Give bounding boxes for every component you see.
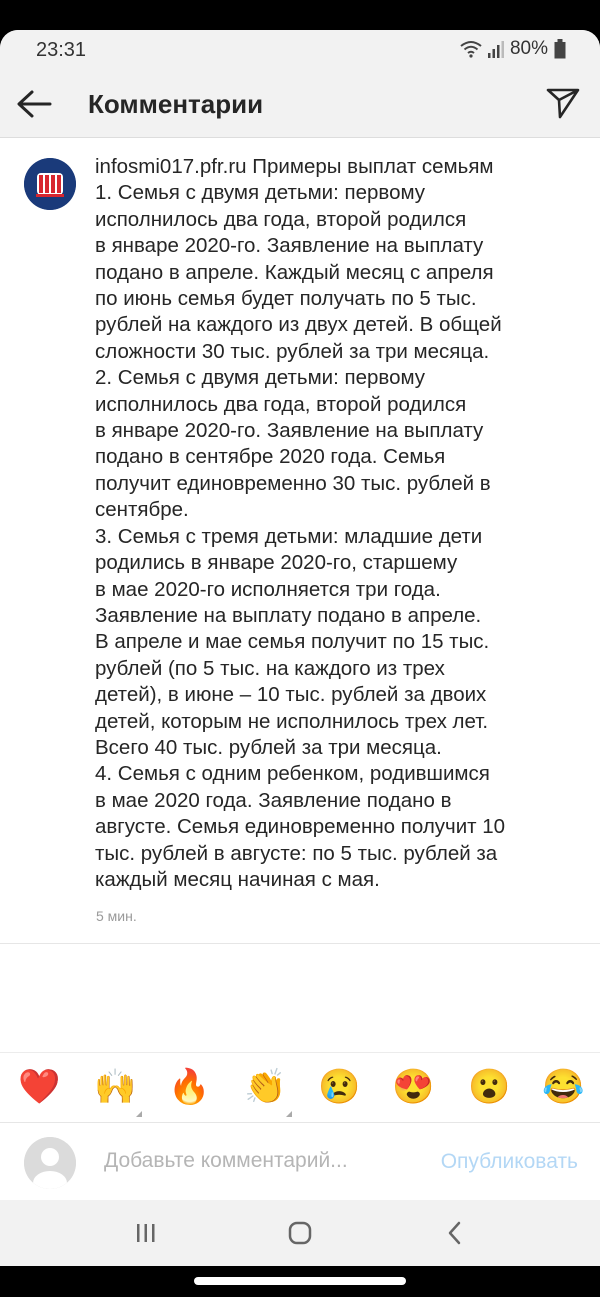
comment — [0, 138, 600, 944]
user-avatar — [24, 1137, 76, 1189]
page-title: Комментарии — [88, 89, 264, 119]
comment-body — [95, 154, 585, 893]
avatar[interactable] — [24, 158, 76, 210]
emoji-reaction-bar — [0, 1052, 600, 1122]
surprised-face-emoji-icon[interactable]: 😮 — [468, 1068, 511, 1106]
system-nav-bar — [0, 1200, 600, 1266]
comment-input[interactable] — [104, 1141, 394, 1181]
bottom-bezel — [0, 1266, 600, 1297]
comment-timestamp: 5 мин. — [96, 908, 137, 924]
signal-icon — [488, 40, 504, 58]
skin-tone-indicator — [286, 1111, 292, 1117]
pfr-logo-icon — [24, 158, 76, 210]
back-arrow-icon[interactable] — [14, 88, 54, 120]
header — [0, 70, 600, 138]
home-icon[interactable] — [285, 1218, 315, 1248]
raised-hands-emoji-icon[interactable]: 🙌 — [94, 1067, 134, 1107]
screen — [0, 30, 600, 1266]
status-bar — [0, 30, 600, 70]
heart-emoji-icon[interactable]: ❤️ — [18, 1068, 61, 1106]
home-indicator[interactable] — [194, 1277, 406, 1285]
fire-emoji-icon[interactable]: 🔥 — [168, 1068, 211, 1106]
status-indicators — [460, 38, 566, 60]
clapping-hands-emoji-icon[interactable]: 👏 — [244, 1067, 284, 1107]
tears-of-joy-emoji-icon[interactable]: 😂 — [542, 1068, 585, 1106]
comment-text: Примеры выплат семьям 1. Семья с двумя детьми: первому исполнилось два года, второй родился в январе 2020-го. Заявление на выплату подано в апреле. Каждый месяц с апреля по июнь семья будет получать по 5 тыс. рублей на каждого из двух детей. В общей сложности 30 тыс. рублей за три месяца. 2. Семья с двумя детьми: первому исполнилось два года, второй родился в январе 2020-го. Заявление на выплату подано в сентябре 2020 года. Семья получит единовременно 30 тыс. рублей в сентябре. 3. Семья с тремя детьми: младшие дети родились в январе 2020-го, старшему в мае 2020-го исполняется три года. Заявление на выплату подано в апреле. В апреле и мае семья получит по 15 тыс. рублей (по 5 тыс. на каждого из трех детей), в июне – 10 тыс. рублей за двоих детей, которым не исполнилось трех лет. Всего 40 тыс. рублей за три месяца. 4. Семья с одним ребенком, родившимся в мае 2020 года. Заявление подано в августе. Семья единовременно получит 10 тыс. рублей в августе: по 5 тыс. рублей за каждый месяц начиная с мая. — [95, 155, 506, 891]
battery-icon — [554, 39, 566, 59]
direct-send-icon[interactable] — [546, 86, 580, 120]
comment-username[interactable]: infosmi017.pfr.ru — [95, 155, 247, 178]
comment-composer — [0, 1122, 600, 1200]
top-bezel — [0, 0, 600, 30]
battery-level: 80% — [509, 38, 548, 59]
crying-face-emoji-icon[interactable]: 😢 — [318, 1068, 361, 1106]
status-time: 23:31 — [36, 39, 87, 61]
wifi-icon — [460, 40, 482, 58]
heart-eyes-emoji-icon[interactable]: 😍 — [392, 1068, 435, 1106]
recent-apps-icon[interactable] — [131, 1218, 161, 1248]
skin-tone-indicator — [136, 1111, 142, 1117]
back-nav-icon[interactable] — [440, 1218, 470, 1248]
publish-button[interactable]: Опубликовать — [440, 1150, 578, 1173]
default-avatar-icon — [24, 1137, 76, 1189]
